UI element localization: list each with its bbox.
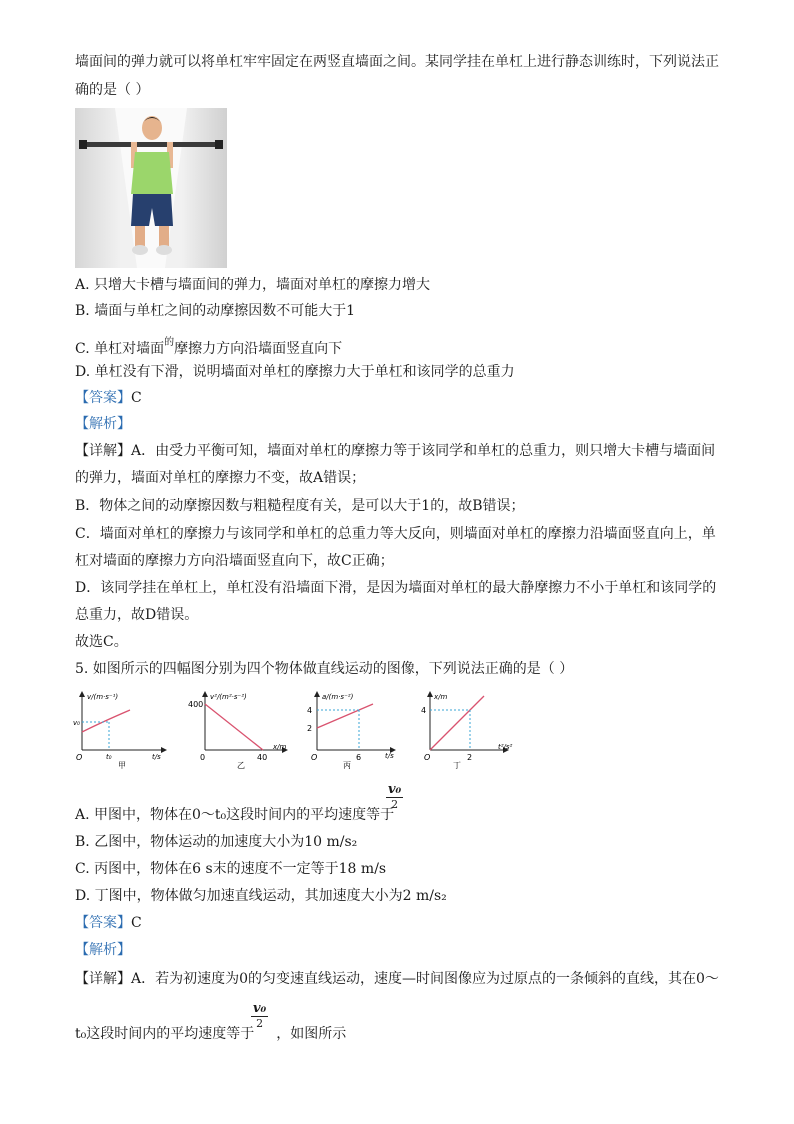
q4-answer-value: C	[131, 390, 142, 406]
q5-option-a: A. 甲图中，物体在0～t₀这段时间内的平均速度等于	[75, 807, 395, 823]
q4-detail-line2: 的弹力，墙面对单杠的摩擦力不变，故A错误；	[75, 470, 366, 486]
q5-detail-line2-pre: t₀这段时间内的平均速度等于	[75, 1026, 255, 1042]
q4-answer	[75, 388, 142, 408]
q4-option-d: D. 单杠没有下滑，说明墙面对单杠的摩擦力大于单杠和该同学的总重力	[75, 364, 515, 380]
yi-origin: 0	[200, 753, 206, 762]
q4-stem-line2: 确的是（ ）	[75, 82, 150, 98]
yi-ylabel: v²/(m²·s⁻²)	[210, 693, 247, 701]
bing-xtick: 6	[356, 753, 362, 762]
yi-xtick: 40	[257, 753, 268, 762]
bing-ylabel: a/(m·s⁻²)	[322, 693, 354, 701]
graph-ding	[418, 688, 518, 774]
jia-xtick: t₀	[106, 753, 112, 761]
jia-xlabel: t/s	[152, 753, 161, 761]
ding-caption: 丁	[453, 761, 461, 770]
graph-yi	[185, 688, 295, 774]
q4-option-c-part2: 摩擦力方向沿墙面竖直向下	[174, 341, 343, 357]
q4-detail-line1: 【详解】A．由受力平衡可知，墙面对单杠的摩擦力等于该同学和单杠的总重力，则只增大卡槽与墙面间	[75, 443, 716, 459]
frac-denominator: 2	[391, 798, 399, 811]
ding-xtick: 2	[467, 753, 473, 762]
graph-bing	[303, 688, 403, 774]
q5-detail-tag: 【详解】	[75, 971, 131, 987]
q4-detail-line3: B．物体之间的动摩擦因数与粗糙程度有关，是可以大于1的，故B错误；	[75, 498, 525, 514]
q5-answer-tag: 【答案】	[75, 915, 131, 931]
bing-ytick-2: 2	[307, 724, 313, 733]
frac-numerator: v₀	[388, 782, 402, 797]
ding-ylabel: x/m	[434, 693, 448, 701]
detail-frac-numerator: v₀	[253, 1001, 267, 1016]
ding-origin: O	[424, 753, 431, 762]
q5-detail-line2	[75, 1024, 346, 1044]
q5-analysis-tag: 【解析】	[75, 942, 131, 958]
q5-detail-line1: 【详解】A．若为初速度为0的匀变速直线运动，速度—时间图像应为过原点的一条倾斜的直线，其在0～	[75, 971, 719, 987]
q4-option-c-small: 的	[164, 337, 175, 348]
jia-origin: O	[76, 753, 83, 762]
q5-answer	[75, 913, 142, 933]
q4-detail-line7: 总重力，故D错误。	[75, 607, 199, 623]
q5-option-d: D. 丁图中，物体做匀加速直线运动，其加速度大小为2 m/s₂	[75, 888, 447, 904]
q4-answer-tag: 【答案】	[75, 390, 131, 406]
q5-answer-value: C	[131, 915, 142, 931]
ding-xlabel: t²/s²	[498, 743, 513, 751]
bing-caption: 丙	[343, 761, 351, 770]
q4-option-c-part1: C. 单杠对墙面	[75, 341, 165, 357]
yi-caption: 乙	[237, 761, 245, 770]
q5-stem: 5. 如图所示的四幅图分别为四个物体做直线运动的图像，下列说法正确的是（ ）	[75, 661, 574, 677]
q5-detail-line2-post: ，如图所示	[276, 1026, 347, 1042]
detail-frac-denominator: 2	[256, 1017, 264, 1030]
q4-option-a: A. 只增大卡槽与墙面间的弹力，墙面对单杠的摩擦力增大	[75, 277, 431, 293]
yi-xlabel: x/m	[273, 743, 287, 751]
jia-ytick: v₀	[73, 719, 80, 727]
pullup-bar-photo	[75, 108, 227, 268]
bing-ytick-4: 4	[307, 706, 313, 715]
jia-ylabel: v/(m·s⁻¹)	[87, 693, 119, 701]
q5-option-a-fraction	[386, 782, 403, 811]
yi-ytick: 400	[188, 700, 204, 709]
graph-jia	[72, 688, 172, 774]
q4-stem-line1: 墙面间的弹力就可以将单杠牢牢固定在两竖直墙面之间。某同学挂在单杠上进行静态训练时，下列说法正	[75, 54, 719, 70]
q4-detail-line8: 故选C。	[75, 634, 128, 650]
bing-origin: O	[311, 753, 318, 762]
q4-option-c	[75, 333, 342, 359]
q5-detail-fraction	[251, 1001, 268, 1030]
q4-analysis-tag: 【解析】	[75, 416, 131, 432]
q4-detail-line5: 杠对墙面的摩擦力方向沿墙面竖直向下，故C正确；	[75, 553, 394, 569]
q4-detail-tag: 【详解】	[75, 443, 131, 459]
bing-xlabel: t/s	[385, 752, 394, 760]
q4-detail-line4: C．墙面对单杠的摩擦力与该同学和单杠的总重力等大反向，则墙面对单杠的摩擦力沿墙面竖直向上，单	[75, 526, 716, 542]
q5-option-b: B. 乙图中，物体运动的加速度大小为10 m/s₂	[75, 834, 358, 850]
q5-option-c: C. 丙图中，物体在6 s末的速度不一定等于18 m/s	[75, 861, 387, 877]
q4-option-b: B. 墙面与单杠之间的动摩擦因数不可能大于1	[75, 303, 356, 319]
ding-ytick: 4	[421, 706, 427, 715]
q4-detail-line6: D．该同学挂在单杠上，单杠没有沿墙面下滑，是因为墙面对单杠的最大静摩擦力不小于单杠和该同学的	[75, 580, 717, 596]
jia-caption: 甲	[118, 761, 126, 770]
